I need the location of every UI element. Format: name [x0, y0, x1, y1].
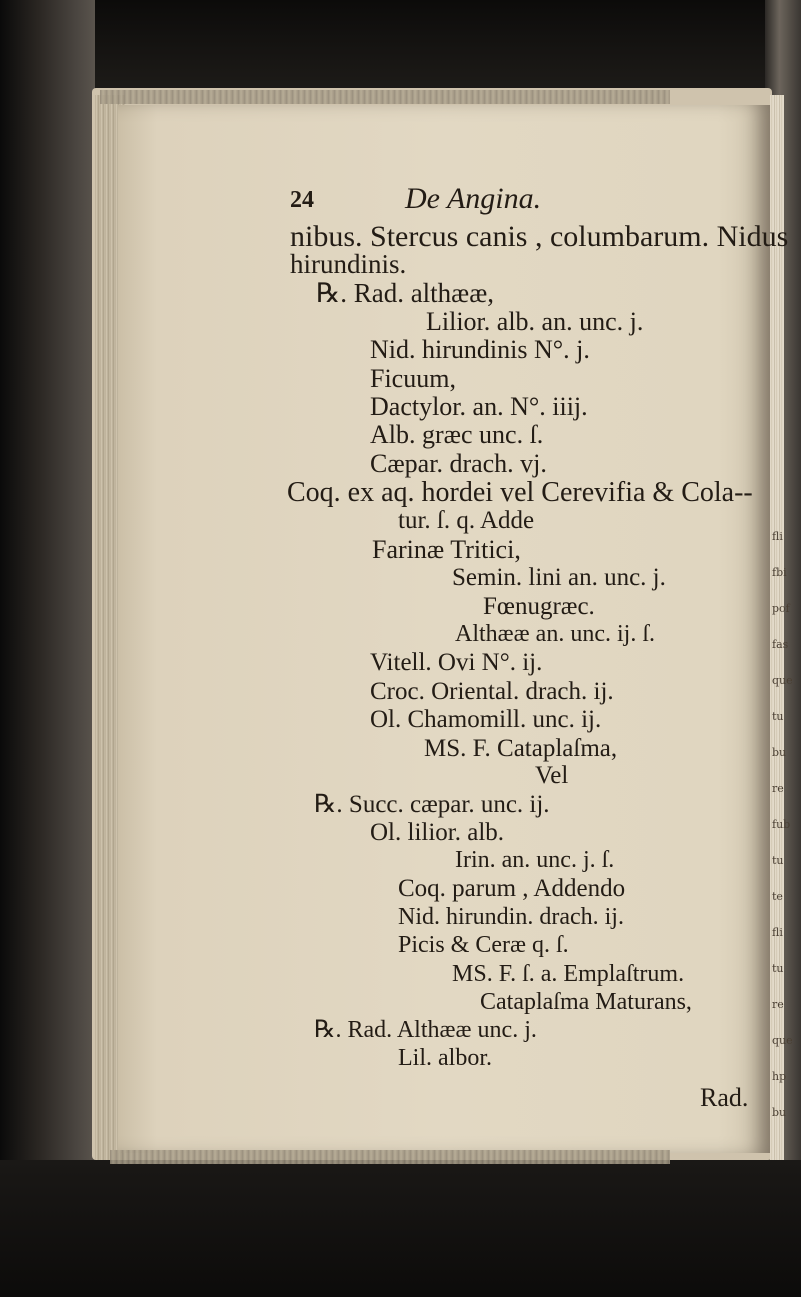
text-line: Lil. albor.: [398, 1045, 492, 1071]
next-page-fragment: fli: [772, 926, 783, 939]
next-page-fragment: hp: [772, 1070, 787, 1083]
next-page-fragment: bu: [772, 1106, 787, 1119]
text-line: Farinæ Tritici,: [372, 534, 521, 564]
running-title: De Angina.: [405, 182, 542, 215]
next-page-fragment: fub: [772, 818, 791, 831]
next-page-fragment: te: [772, 890, 783, 903]
next-page-fragment: que: [772, 674, 793, 687]
next-page-fragment: fas: [772, 638, 789, 651]
text-line: MS. F. Cataplaſma,: [424, 734, 618, 762]
next-page-fragment: re: [772, 998, 784, 1011]
text-line: Ficuum,: [370, 363, 456, 393]
next-page-fragment: tu: [772, 854, 784, 867]
text-line: Ol. lilior. alb.: [370, 819, 505, 847]
page-bottom-edge: [110, 1150, 670, 1164]
page-number: 24: [290, 187, 314, 213]
text-line: Croc. Oriental. drach. ij.: [370, 677, 614, 705]
text-line: Vitell. Ovi N°. ij.: [370, 649, 543, 677]
next-page-fragment: fli: [772, 530, 783, 543]
text-line: ℞. Succ. cæpar. unc. ij.: [314, 790, 550, 818]
text-line: ℞. Rad. Althææ unc. j.: [314, 1016, 537, 1043]
next-page-fragment: que: [772, 1034, 793, 1047]
text-line: Nid. hirundin. drach. ij.: [398, 903, 624, 930]
background-bottom: [0, 1160, 801, 1297]
text-line: Fœnugræc.: [483, 592, 595, 620]
text-line: hirundinis.: [290, 249, 407, 280]
catchword: Rad.: [700, 1083, 749, 1112]
background-top: [0, 0, 801, 90]
next-page-fragment: tu: [772, 710, 784, 723]
next-page-fragment: tu: [772, 962, 784, 975]
text-line: Lilior. alb. an. unc. j.: [426, 306, 644, 336]
text-line: ℞. Rad. althææ,: [316, 277, 494, 308]
text-line: nibus. Stercus canis , columbarum. Nidus: [290, 220, 789, 253]
text-line: MS. F. ſ. a. Emplaſtrum.: [452, 960, 685, 987]
next-page-fragment: pof: [772, 602, 790, 615]
text-line: Dactylor. an. N°. iiij.: [370, 391, 588, 421]
background-left: [0, 0, 95, 1297]
text-line: Althææ an. unc. ij. ſ.: [455, 621, 655, 648]
next-page-fragment: fbi: [772, 566, 787, 579]
text-line: Picis & Ceræ q. ſ.: [398, 932, 569, 959]
text-line: tur. ſ. q. Adde: [398, 507, 535, 535]
text-line: Cæpar. drach. vj.: [370, 448, 547, 478]
next-page-fragment: re: [772, 782, 784, 795]
text-line: Irin. an. unc. j. ſ.: [455, 846, 615, 873]
text-line: Ol. Chamomill. unc. ij.: [370, 706, 602, 734]
page-top-edge: [100, 90, 670, 104]
text-line: Semin. lini an. unc. j.: [452, 564, 666, 592]
text-line: Coq. parum , Addendo: [398, 875, 626, 903]
text-line: Vel: [535, 762, 569, 790]
text-line: Alb. græc unc. ſ.: [370, 420, 544, 450]
text-line: Coq. ex aq. hordei vel Cerevifia & Cola--: [287, 477, 753, 509]
next-page-fragment: bu: [772, 746, 787, 759]
text-line: Nid. hirundinis N°. j.: [370, 335, 590, 365]
text-line: Cataplaſma Maturans,: [480, 988, 692, 1015]
